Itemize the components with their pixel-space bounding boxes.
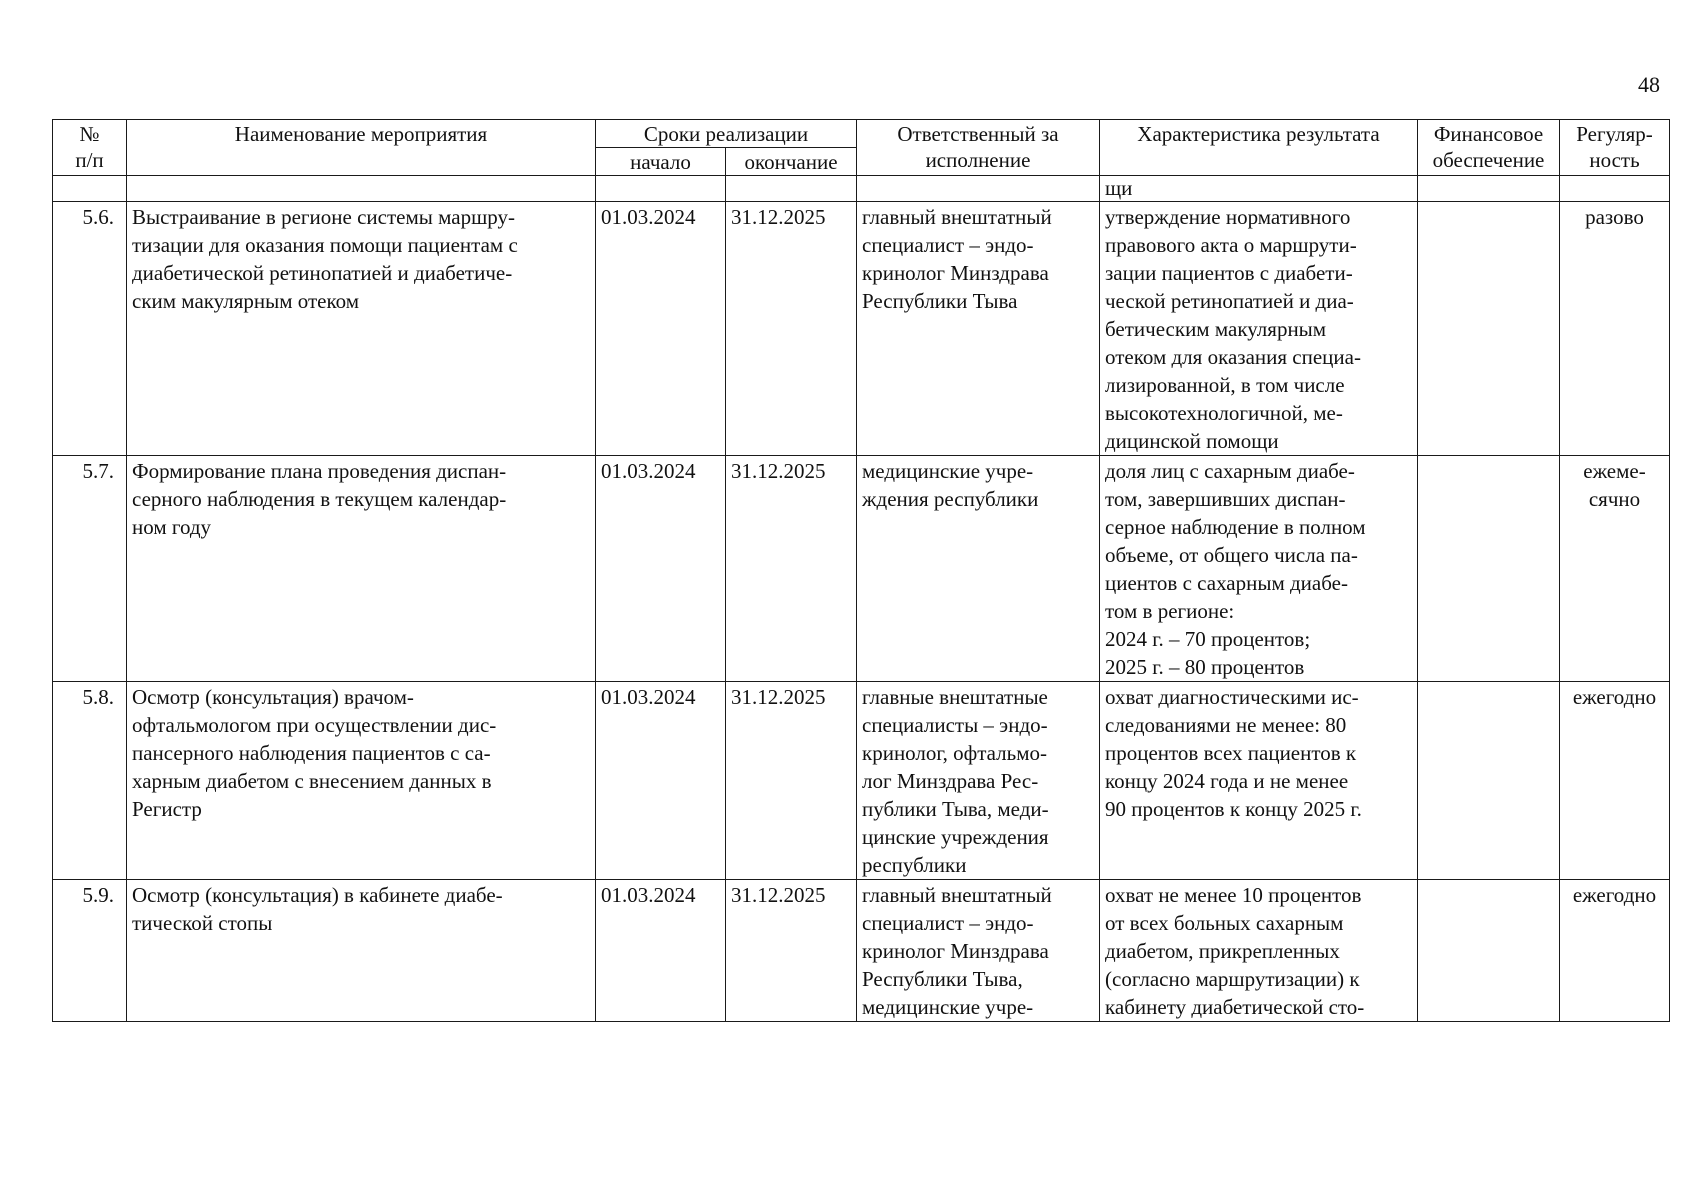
- header-start: начало: [596, 148, 726, 176]
- header-end: окончание: [726, 148, 857, 176]
- row-name: Формирование плана проведения диспан- серного наблюдения в текущем календар- ном году: [127, 456, 596, 682]
- cont-num: [53, 176, 127, 202]
- row-finance: [1418, 202, 1560, 456]
- page-number: 48: [1638, 72, 1660, 97]
- table-header-row: [53, 120, 1670, 148]
- row-responsible: главные внештатные специалисты – эндо- кринолог, офтальмо- лог Минздрава Рес- публики Тыва, меди- цинские учреждения республики: [857, 682, 1100, 880]
- header-terms: Сроки реализации: [596, 120, 857, 148]
- row-finance: [1418, 456, 1560, 682]
- cont-regularity: [1560, 176, 1670, 202]
- row-name: Осмотр (консультация) врачом- офтальмологом при осуществлении дис- пансерного наблюдения пациентов с са- харным диабетом с внесением данных в Регистр: [127, 682, 596, 880]
- row-num: 5.7.: [53, 456, 127, 682]
- row-regularity: ежегодно: [1560, 682, 1670, 880]
- continuation-row: [53, 176, 1670, 202]
- row-end: 31.12.2025: [726, 682, 857, 880]
- row-result: охват диагностическими ис- следованиями не менее: 80 процентов всех пациентов к концу 2024 года и не менее 90 процентов к концу 2025 г.: [1100, 682, 1418, 880]
- cont-responsible: [857, 176, 1100, 202]
- header-num: № п/п: [53, 120, 127, 176]
- activities-table: [52, 119, 1670, 1022]
- cont-start: [596, 176, 726, 202]
- row-num: 5.9.: [53, 880, 127, 1022]
- row-result: утверждение нормативного правового акта о маршрути- зации пациентов с диабети- ческой ретинопатией и диа- бетическим макулярным отеком для оказания специа- лизированной, в том числе высокотехнологичной, ме- дицинской помощи: [1100, 202, 1418, 456]
- table-row: [53, 682, 1670, 880]
- row-name: Осмотр (консультация) в кабинете диабе- тической стопы: [127, 880, 596, 1022]
- table-row: [53, 456, 1670, 682]
- row-responsible: главный внештатный специалист – эндо- кринолог Минздрава Республики Тыва, медицинские учре-: [857, 880, 1100, 1022]
- row-num: 5.8.: [53, 682, 127, 880]
- row-start: 01.03.2024: [596, 202, 726, 456]
- row-finance: [1418, 682, 1560, 880]
- row-end: 31.12.2025: [726, 880, 857, 1022]
- row-start: 01.03.2024: [596, 682, 726, 880]
- row-start: 01.03.2024: [596, 880, 726, 1022]
- row-result: охват не менее 10 процентов от всех больных сахарным диабетом, прикрепленных (согласно маршрутизации) к кабинету диабетической сто-: [1100, 880, 1418, 1022]
- row-responsible: медицинские учре- ждения республики: [857, 456, 1100, 682]
- header-result: Характеристика результата: [1100, 120, 1418, 176]
- cont-result: щи: [1100, 176, 1418, 202]
- row-regularity: разово: [1560, 202, 1670, 456]
- row-responsible: главный внештатный специалист – эндо- кринолог Минздрава Республики Тыва: [857, 202, 1100, 456]
- cont-name: [127, 176, 596, 202]
- row-end: 31.12.2025: [726, 202, 857, 456]
- row-num: 5.6.: [53, 202, 127, 456]
- table-row: [53, 202, 1670, 456]
- header-regularity: Регуляр- ность: [1560, 120, 1670, 176]
- header-finance: Финансовое обеспечение: [1418, 120, 1560, 176]
- row-name: Выстраивание в регионе системы маршру- тизации для оказания помощи пациентам с диабетической ретинопатией и диабетиче- ским макулярным отеком: [127, 202, 596, 456]
- row-start: 01.03.2024: [596, 456, 726, 682]
- row-regularity: ежегодно: [1560, 880, 1670, 1022]
- header-name: Наименование мероприятия: [127, 120, 596, 176]
- cont-end: [726, 176, 857, 202]
- row-result: доля лиц с сахарным диабе- том, завершивших диспан- серное наблюдение в полном объеме, от общего числа па- циентов с сахарным диабе- том в регионе: 2024 г. – 70 процентов; 2025 г. – 80 процентов: [1100, 456, 1418, 682]
- row-end: 31.12.2025: [726, 456, 857, 682]
- row-finance: [1418, 880, 1560, 1022]
- row-regularity: ежеме- сячно: [1560, 456, 1670, 682]
- table-row: [53, 880, 1670, 1022]
- header-responsible: Ответственный за исполнение: [857, 120, 1100, 176]
- cont-finance: [1418, 176, 1560, 202]
